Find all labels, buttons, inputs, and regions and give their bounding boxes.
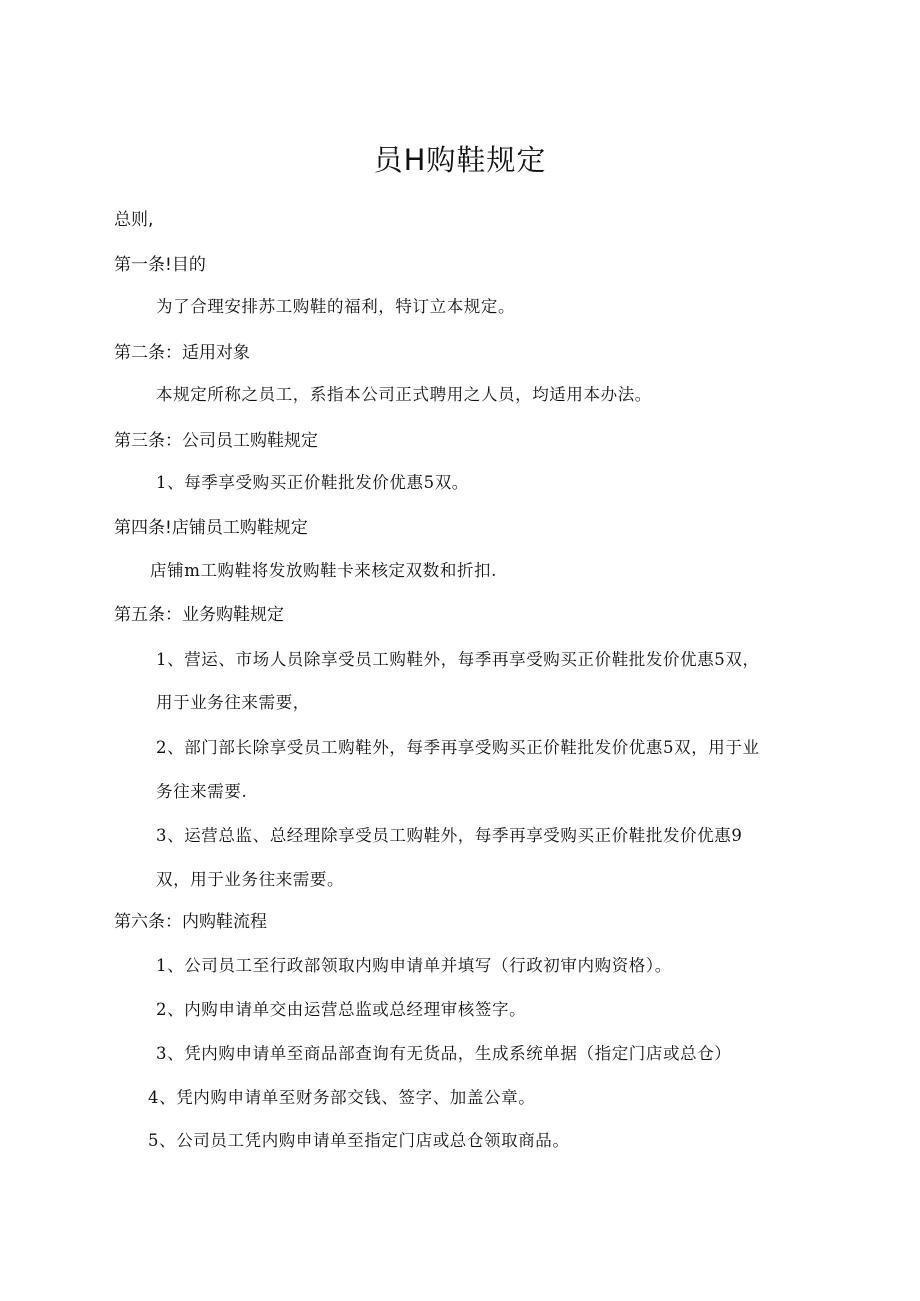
article-2-heading: 第二条：适用对象 bbox=[114, 343, 250, 363]
article-4-heading: 第四条!店铺员工购鞋规定 bbox=[114, 518, 308, 538]
article-5-paragraph-1: 1、营运、市场人员除享受员工购鞋外，每季再享受购买正价鞋批发价优惠5双， bbox=[156, 650, 760, 669]
article-5-paragraph-4: 务往来需要. bbox=[156, 782, 248, 801]
article-3-paragraph-1: 1、每季享受购买正价鞋批发价优惠5双。 bbox=[156, 473, 469, 492]
article-2-paragraph-1: 本规定所称之员工，系指本公司正式聘用之人员，均适用本办法。 bbox=[156, 385, 652, 404]
document-title: 员H购鞋规定 bbox=[373, 143, 547, 177]
article-6-heading: 第六条：内购鞋流程 bbox=[114, 912, 267, 932]
article-3-heading: 第三条：公司员工购鞋规定 bbox=[114, 431, 318, 451]
article-4-paragraph-1: 店铺m工购鞋将发放购鞋卡来核定双数和折扣. bbox=[150, 561, 497, 580]
article-5-paragraph-5: 3、运营总监、总经理除享受员工购鞋外，每季再享受购买正价鞋批发价优惠9 bbox=[156, 826, 743, 845]
general-heading: 总则, bbox=[114, 210, 154, 230]
article-6-paragraph-4: 4、凭内购申请单至财务部交钱、签字、加盖公章。 bbox=[148, 1088, 536, 1107]
article-6-paragraph-2: 2、内购申请单交由运营总监或总经理审核签字。 bbox=[156, 1000, 527, 1019]
article-1-paragraph-1: 为了合理安排苏工购鞋的福利，特订立本规定。 bbox=[156, 297, 516, 316]
article-5-paragraph-6: 双，用于业务往来需要。 bbox=[156, 870, 345, 889]
article-5-paragraph-3: 2、部门部长除享受员工购鞋外，每季再享受购买正价鞋批发价优惠5双，用于业 bbox=[156, 738, 760, 757]
article-6-paragraph-5: 5、公司员工凭内购申请单至指定门店或总仓领取商品。 bbox=[148, 1131, 570, 1150]
article-5-paragraph-2: 用于业务往来需要， bbox=[156, 693, 310, 712]
article-5-heading: 第五条：业务购鞋规定 bbox=[114, 605, 284, 625]
article-1-heading: 第一条!目的 bbox=[114, 255, 206, 275]
article-6-paragraph-3: 3、凭内购申请单至商品部查询有无货品，生成系统单据（指定门店或总仓） bbox=[156, 1044, 732, 1063]
article-6-paragraph-1: 1、公司员工至行政部领取内购申请单并填写（行政初审内购资格）。 bbox=[156, 956, 672, 975]
